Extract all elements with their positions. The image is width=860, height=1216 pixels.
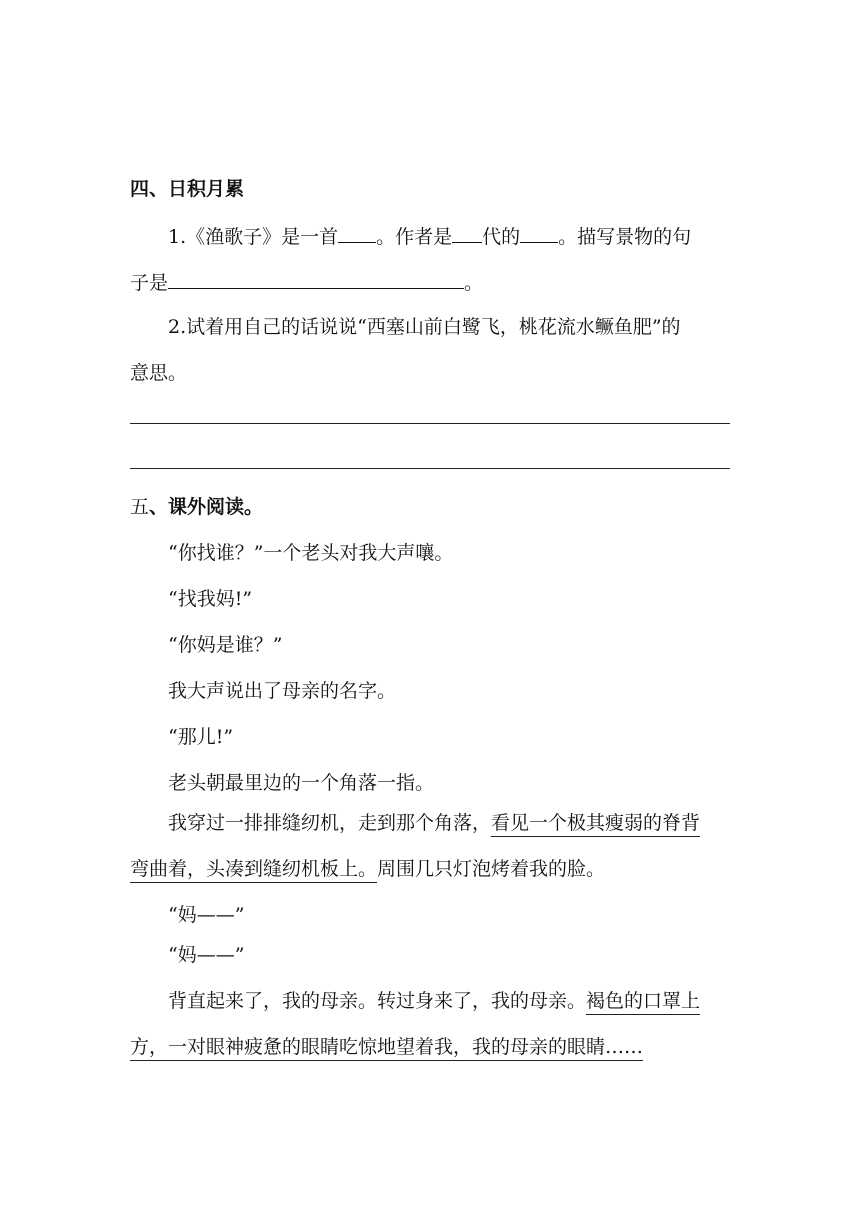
question-1-text-f: 。 [464,272,484,294]
paragraph-3: “你妈是谁？” [168,634,283,656]
question-1-line-1 [130,222,768,250]
paragraph-10-line-2 [130,1034,730,1060]
section-5-title: 、课外阅读。 [149,496,264,518]
paragraph-4: 我大声说出了母亲的名字。 [168,680,397,702]
paragraph-7-line-2 [130,856,730,882]
paragraph-2: “找我妈!” [168,588,253,610]
answer-blank-genre[interactable] [338,222,376,243]
question-1-text-a: 1.《渔歌子》是一首 [168,226,339,248]
paragraph-8: “妈——” [168,904,245,926]
question-2-line-2: 意思。 [130,362,188,384]
paragraph-6: 老头朝最里边的一个角落一指。 [168,772,435,794]
answer-line-1[interactable] [130,423,730,424]
paragraph-7-text: 我穿过一排排缝纫机，走到那个角落， [168,812,492,834]
question-1-text-b: 。作者是 [376,226,453,248]
paragraph-1: “你找谁？”一个老头对我大声嚷。 [168,542,454,564]
answer-blank-dynasty[interactable] [452,222,482,243]
underlined-sentence-part-1: 看见一个极其瘦弱的脊背 [491,812,700,837]
paragraph-7-line-1 [130,810,768,836]
section-5-heading [130,494,730,520]
answer-blank-author[interactable] [520,222,558,243]
answer-line-2[interactable] [130,468,730,469]
paragraph-9: “妈——” [168,944,245,966]
paragraph-5: “那儿!” [168,726,234,748]
question-1-line-2 [130,268,730,296]
paragraph-10-text: 背直起来了，我的母亲。转过身来了，我的母亲。 [168,990,587,1012]
question-1-text-e: 子是 [130,272,169,294]
question-2-line-1: 2.试着用自己的话说说“西塞山前白鹭飞，桃花流水鳜鱼肥”的 [168,316,681,338]
paragraph-10-line-1 [130,988,768,1014]
section-4-heading: 四、日积月累 [130,178,245,200]
answer-blank-scenery-line[interactable] [168,268,464,289]
underlined-sentence-part-3: 褐色的口罩上 [586,990,700,1015]
underlined-sentence-part-4: 方，一对眼神疲惫的眼睛吃惊地望着我，我的母亲的眼睛…… [130,1036,643,1061]
question-1-text-d: 。描写景物的句 [558,226,692,248]
section-5-number: 五 [130,496,150,518]
paragraph-7-text-end: 周围几只灯泡烤着我的脸。 [377,858,606,880]
underlined-sentence-part-2: 弯曲着，头凑到缝纫机板上。 [130,858,377,883]
question-1-text-c: 代的 [482,226,521,248]
